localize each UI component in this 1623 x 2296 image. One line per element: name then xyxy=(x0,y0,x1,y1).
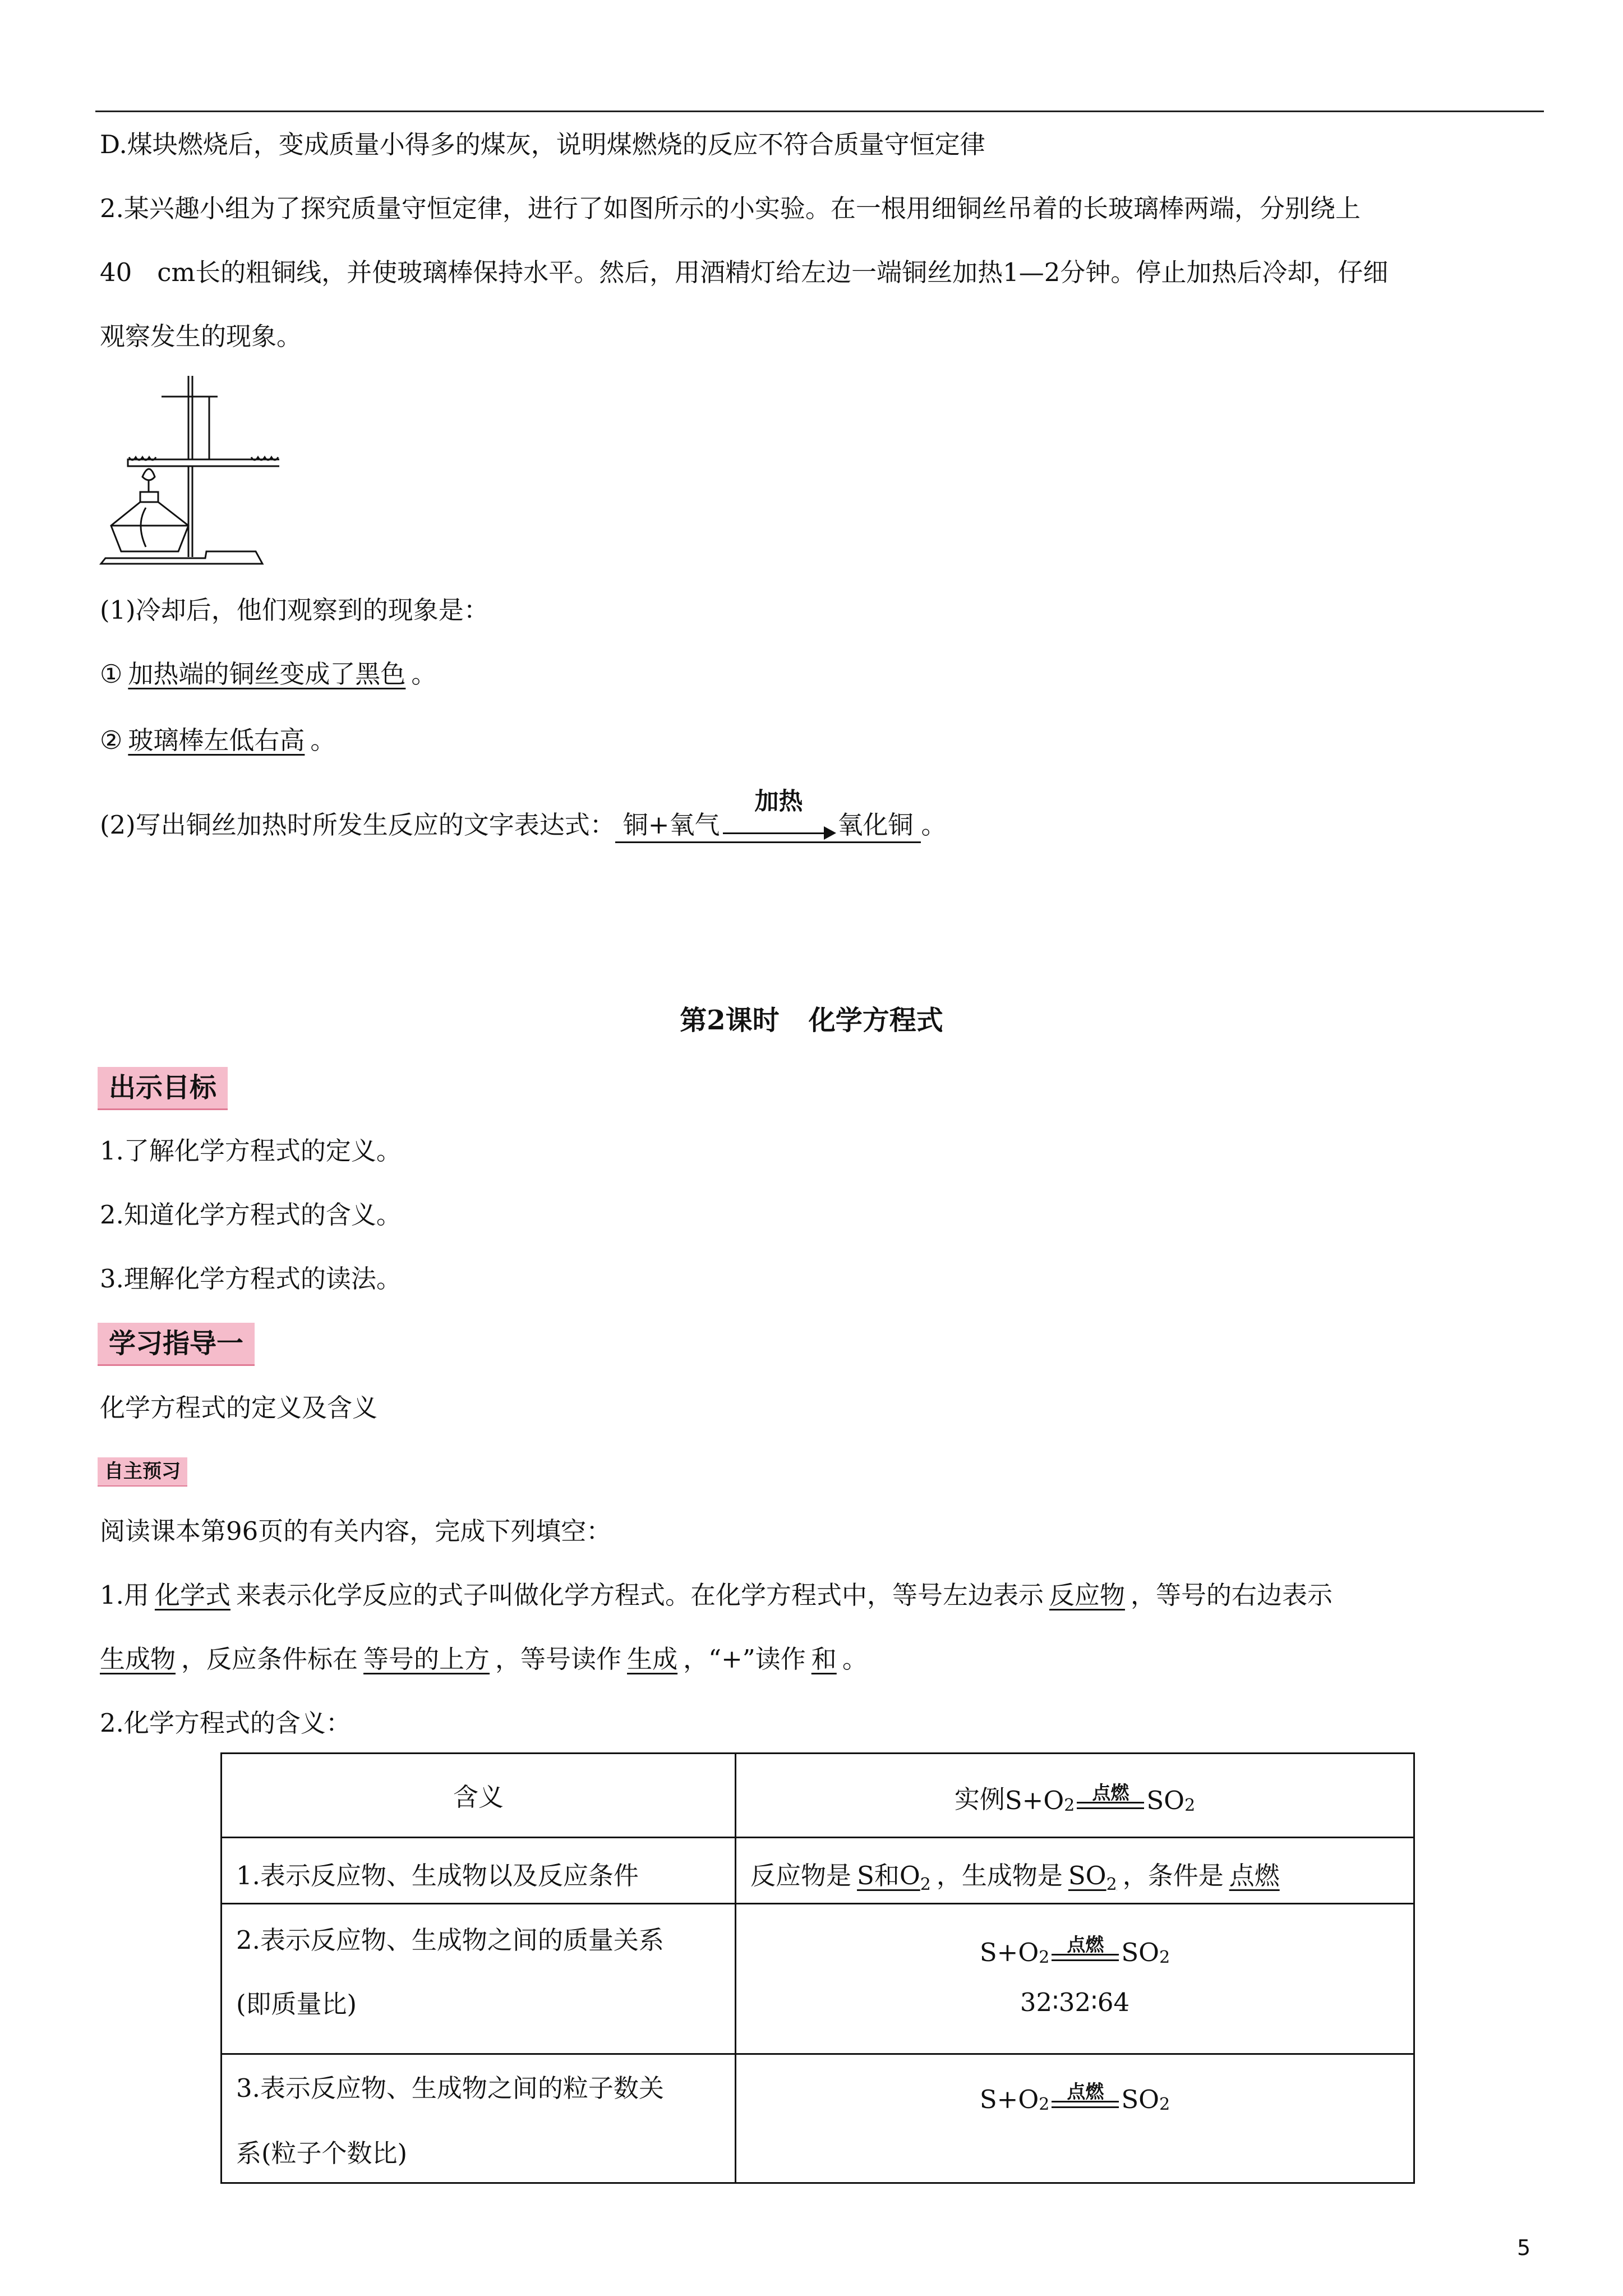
equation-condition: 点燃 xyxy=(1067,2081,1104,2102)
fill-text: ，“+”读作 xyxy=(683,1644,806,1674)
guide-tag: 学习指导一 xyxy=(98,1323,255,1366)
goal-item: 2.知道化学方程式的含义。 xyxy=(100,1200,402,1230)
answer-blank: 和 xyxy=(811,1644,837,1674)
table-row xyxy=(222,1838,1414,1904)
row-3-meaning: 系(粒子个数比) xyxy=(236,2138,408,2168)
subscript: 2 xyxy=(1064,1796,1075,1815)
goals-tag: 出示目标 xyxy=(98,1067,228,1110)
table-cell xyxy=(222,1904,736,2054)
table-cell xyxy=(736,2054,1414,2183)
equation-condition: 点燃 xyxy=(1092,1782,1129,1803)
equation-reactants: S+O xyxy=(1004,1786,1064,1815)
lesson-heading xyxy=(0,999,1623,1037)
period: 。 xyxy=(921,810,947,840)
circled-number-2: ② xyxy=(100,725,123,755)
sub-question-2-prompt: (2)写出铜丝加热时所发生反应的文字表达式： xyxy=(100,810,615,840)
word-equation-reactants: 铜+氧气 xyxy=(623,810,720,840)
example-equation xyxy=(955,1779,1195,1815)
reaction-arrow xyxy=(720,788,837,841)
fill-text: 反应物是 xyxy=(750,1861,852,1890)
answer-blank: 等号的上方 xyxy=(363,1644,490,1674)
answer-blank: 点燃 xyxy=(1229,1861,1280,1890)
goal-item: 1.了解化学方程式的定义。 xyxy=(100,1136,402,1166)
subscript: 2 xyxy=(1039,1948,1050,1967)
answer-blank: 加热端的铜丝变成了黑色 xyxy=(128,659,406,689)
question-2-line-3: 观察发生的现象。 xyxy=(100,321,302,351)
fill-text: ，条件是 xyxy=(1122,1861,1224,1890)
option-d: D.煤块燃烧后，变成质量小得多的煤灰，说明煤燃烧的反应不符合质量守恒定律 xyxy=(100,130,985,159)
reactants-answer: S和O xyxy=(857,1861,920,1890)
equation-product: SO xyxy=(1121,2085,1160,2114)
answer-blank: 生成物 xyxy=(100,1644,176,1674)
subscript: 2 xyxy=(1184,1796,1196,1815)
table-row xyxy=(222,1754,1414,1838)
table-cell xyxy=(736,1904,1414,2054)
goal-item: 3.理解化学方程式的读法。 xyxy=(100,1264,402,1294)
table-head-text: 含义 xyxy=(453,1782,504,1812)
fill-question-1-line-1 xyxy=(100,1579,1332,1612)
subscript: 2 xyxy=(1039,2095,1050,2114)
subscript: 2 xyxy=(1106,1875,1117,1894)
particle-equation xyxy=(980,2083,1170,2114)
table-row xyxy=(222,1904,1414,2054)
example-prefix: 实例 xyxy=(954,1784,1005,1814)
row-2-meaning: (即质量比) xyxy=(236,1989,357,2019)
sub-question-1-answer-a xyxy=(100,657,436,691)
answer-blank xyxy=(1063,1861,1123,1894)
header-rule xyxy=(95,111,1544,112)
preview-intro: 阅读课本第96页的有关内容，完成下列填空： xyxy=(100,1516,612,1546)
product-answer: SO xyxy=(1068,1861,1106,1890)
fill-question-2: 2.化学方程式的含义： xyxy=(100,1708,351,1738)
fill-text: 来表示化学反应的式子叫做化学方程式。在化学方程式中，等号左边表示 xyxy=(236,1580,1044,1610)
table-cell xyxy=(736,1838,1414,1904)
fill-text: 。 xyxy=(842,1644,868,1674)
fill-question-1-line-2 xyxy=(100,1642,868,1676)
answer-blank: 反应物 xyxy=(1049,1580,1125,1610)
row-2-meaning: 2.表示反应物、生成物之间的质量关系 xyxy=(236,1925,664,1955)
word-equation-product: 氧化铜 xyxy=(837,810,914,840)
guide-title: 化学方程式的定义及含义 xyxy=(100,1393,378,1423)
equation-reactants: S+O xyxy=(979,1938,1039,1967)
fill-text: ，生成物是 xyxy=(936,1861,1063,1890)
mass-equation xyxy=(980,1936,1170,1967)
answer-blank: 玻璃棒左低右高 xyxy=(128,725,305,755)
equation-product: SO xyxy=(1146,1786,1185,1815)
word-equation-answer xyxy=(615,788,921,843)
answer-blank: 生成 xyxy=(627,1644,678,1674)
row-1-meaning: 1.表示反应物、生成物以及反应条件 xyxy=(236,1861,639,1890)
sub-question-1-answer-b xyxy=(100,724,335,757)
row-3-meaning: 3.表示反应物、生成物之间的粒子数关 xyxy=(236,2073,664,2103)
preview-tag: 自主预习 xyxy=(98,1457,187,1487)
answer-blank xyxy=(851,1861,937,1894)
equals-sign xyxy=(1052,1936,1119,1967)
question-2-line-1: 2.某兴趣小组为了探究质量守恒定律，进行了如图所示的小实验。在一根用细铜丝吊着的长玻璃棒两端，分别绕上 xyxy=(100,194,1361,223)
table-head-meaning xyxy=(222,1754,736,1838)
subscript: 2 xyxy=(920,1875,931,1894)
equation-meaning-table xyxy=(220,1752,1415,2184)
table-cell xyxy=(222,1838,736,1904)
sub-question-2 xyxy=(100,788,947,843)
page-number: 5 xyxy=(1517,2235,1531,2260)
equation-product: SO xyxy=(1121,1938,1160,1967)
answer-blank: 化学式 xyxy=(154,1580,230,1610)
equation-reactants: S+O xyxy=(979,2085,1039,2114)
lesson-title: 化学方程式 xyxy=(808,1005,943,1036)
fill-text: ，等号的右边表示 xyxy=(1130,1580,1332,1610)
period: 。 xyxy=(411,659,437,689)
table-cell xyxy=(222,2054,736,2183)
circled-number-1: ① xyxy=(100,659,123,689)
table-row xyxy=(222,2054,1414,2183)
fill-text: ，反应条件标在 xyxy=(181,1644,358,1674)
equals-sign xyxy=(1052,2083,1119,2114)
subscript: 2 xyxy=(1159,2095,1170,2114)
experiment-apparatus-figure xyxy=(94,373,279,575)
reaction-condition: 加热 xyxy=(754,788,803,816)
mass-ratio: 32∶32∶64 xyxy=(1020,1987,1130,2017)
period: 。 xyxy=(310,725,336,755)
equation-condition: 点燃 xyxy=(1067,1934,1104,1955)
subscript: 2 xyxy=(1159,1948,1170,1967)
table-head-example xyxy=(736,1754,1414,1838)
lesson-number: 第2课时 xyxy=(680,1005,780,1036)
fill-text: 1.用 xyxy=(100,1580,149,1610)
sub-question-1-prompt: (1)冷却后，他们观察到的现象是： xyxy=(100,595,489,625)
equals-sign xyxy=(1077,1784,1144,1815)
fill-text: ，等号读作 xyxy=(495,1644,622,1674)
question-2-line-2: 40 cm长的粗铜线，并使玻璃棒保持水平。然后，用酒精灯给左边一端铜丝加热1—2分钟。停止加热后冷却，仔细 xyxy=(100,257,1389,287)
